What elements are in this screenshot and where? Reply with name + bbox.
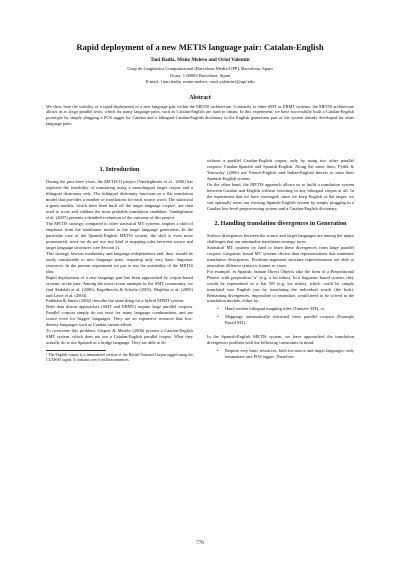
author-list: Toni Badia, Maite Melero and Oriol Valentín [150,57,250,63]
footnote: ¹ The English corpus is a lemmatized version of the British National Corpus tagged using the CLAWS5 tagset. It contains over 6 million sentences. [46,353,193,363]
body-paragraph: On the other hand, the METIS approach allows us to build a translation system between Catalan and English without resorting to any bilingual corpus at all. In the experiment that we have envisaged, since we keep English as the target, we can optimally reuse our existing Spanish-English system by simply plugging in a Catalan low-level preprocessing system and a Catalan-English dictionary. [207,181,354,211]
body-paragraph: Statistical MT systems try hard to learn these divergences from large parallel corpora. Linguistic based MT systems devise data representations that minimize translation divergences. Predicate-argument structure representations are able to neutralize different syntactic frames or cases. [207,244,354,268]
section-heading: 2. Handling translation divergences in Generation [214,219,347,227]
affiliation-line: Ocata, 1 08003 Barcelona, Spain [169,72,231,78]
body-paragraph: Both data driven approaches (SMT and EBMT) require large parallel corpora. Parallel corpora simply do not exist for many language combinations, and are scarce even for 'bigger' languages. They are an expensive resource that low-density languages such as Catalan cannot afford. [46,304,193,328]
paper-title: Rapid deployment of a new METIS language pair: Catalan-English [76,42,324,52]
body-columns [46,158,354,363]
bullet-icon: • [217,314,219,320]
body-paragraph: Pinkham & Smets (2002) describe the same thing for a hybrid EBMT system. [46,298,185,304]
body-paragraph: Rapid deployment of a new language pair has been approached by corpus-based systems in the past. Among the most recent attempts in the SMT community, we find Abdelali et al. (2006), Engelbrecht & Schultz (2005), Majithia et al. (2005) and Lavie et al. (2004). [46,274,193,298]
body-paragraph: without a parallel Catalan-English corpus, only by using two other parallel corpora: Catalan-Spanish and Spanish-English. Along the same lines, Pytlik & Yarowsky (2006) use French-English and Italian-English bitexts to train their Spanish-English system. [207,158,354,181]
bullet-icon: • [217,306,219,312]
body-paragraph: This strategy favours modularity and language independence and, thus, should be easily translatable to new language pairs, requiring only very basic linguistic resources. In the present experiment we put to test the portability of the METIS idea. [46,250,193,274]
bullet-icon: • [217,348,219,354]
abstract-text: We show here the viability of a rapid deployment of a new language pair within the METIS architecture. Contrarily to other SMT or EBMT systems, the METIS architecture allows us to forgo parallel texts, which for many language pairs, such as Catalan-English are hard to obtain. In this experiment, we have successfully built a Catalan-English prototype by simply plugging a POS tagger for Catalan and a bilingual Catalan-English dictionary to the English generation part of the system already developed for other language pairs. [46,103,354,126]
body-paragraph: Surface divergences between the source and target languages are among the major challenges that our minimalist translation strategy faces. [207,232,354,244]
body-paragraph: In the Spanish-English METIS system, we have approached the translation divergences problem with the following constraints in mind: [207,334,354,346]
affiliation [46,66,354,86]
bullet-item [217,306,354,312]
spacer [207,326,354,334]
right-column [207,158,354,363]
left-column [46,158,193,363]
bullet-text: Mappings automatically extracted from parallel corpora (Example Based MT). [225,314,354,326]
body-paragraph: During the past three years, the METIS-II project (Vandeghinste et al., 2006) has explored the feasibility of translating using a monolingual target corpus and a bilingual dictionary only. The bilingual dictionary functions as a flat translation model that provides a number of translations for each source word. The statistical n-gram models, which have been built off the target language corpus¹, are then used to score and validate the most probable translation candidate. Vandeghinste et al. (2007) presents a detailed evaluation of the outcome of this project. [46,179,193,221]
body-paragraph: The METIS strategy, compared to other statistical MT systems, implies a shift of emphasis from the translation model to the target language generation. In the particular case of the Spanish-English METIS system, the shift is even more pronounced, since we do not use any kind of mapping rules between source and target language structures (see Section 2). [46,221,193,250]
page-number: 778 [196,540,204,546]
footnote-rule [46,350,106,351]
bullet-text: Require very basic resources, both for source and target languages: only lemmatizer and POS tagger. Therefore: [225,348,354,360]
bullet-item [217,348,354,360]
bullet-item [217,314,354,326]
section-heading: 1. Introduction [99,166,140,173]
affiliation-line: Grup de Lingüística Computacional (Barcelona Media-UPF), Barcelona, Spain [127,66,273,71]
affiliation-line: E-mail: {toni.badia, maite.melero, oriol.valentin}@upf.edu [145,79,255,85]
abstract-heading: Abstract [189,94,211,101]
body-paragraph: To overcome this problem, Gispert & Mariño (2006) present a Catalan-English SMT system, which does not use a Catalan-English parallel corpus. What they actually do is use Spanish as a bridge language. They are able to do [46,328,193,346]
body-paragraph: For example, in Spanish, human Direct Objects take the form of a Prepositional Phrase, with preposition "a" (e.g. a los niños). In a linguistic-based system, they would be represented as a flat NP (e.g. los niños), which could be simply translated into English just by translating the individual words (the kids). Remaining divergences, impossible to neutralize, would need to be solved in the translation module, either by: [207,268,354,304]
bullet-text: Hand written bilingual mapping rules (Transfer MT), or [225,306,325,312]
